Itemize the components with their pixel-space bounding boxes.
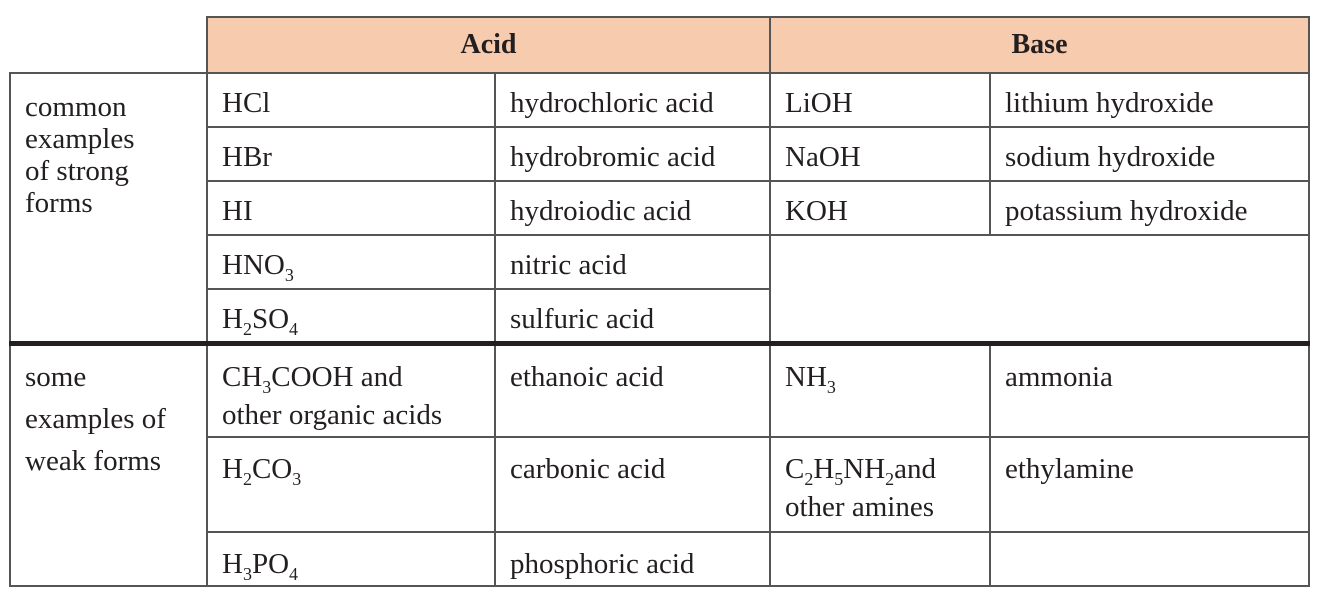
empty-base-formula-cell xyxy=(770,532,990,586)
base-formula: $NH_3$ xyxy=(770,343,990,437)
strong-forms-label xyxy=(10,73,207,343)
base-name: ethylamine xyxy=(990,437,1309,532)
corner-cell xyxy=(10,17,207,73)
strong-label-line: common xyxy=(25,91,127,123)
acid-base-table xyxy=(9,16,1310,587)
base-name: sodium hydroxide xyxy=(990,127,1309,181)
acid-formula: $H_3PO_4$ xyxy=(207,532,495,586)
acid-name: nitric acid xyxy=(495,235,770,289)
empty-base-name-cell xyxy=(990,532,1309,586)
acid-name: phosphoric acid xyxy=(495,532,770,586)
base-formula: LiOH xyxy=(770,73,990,127)
acid-formula: $CH_3COOH$ and other organic acids xyxy=(207,343,495,437)
acid-formula: $H_2CO_3$ xyxy=(207,437,495,532)
strong-label-line: forms xyxy=(25,187,93,219)
acid-name: ethanoic acid xyxy=(495,343,770,437)
base-name: potassium hydroxide xyxy=(990,181,1309,235)
acid-formula: $H_2SO_4$ xyxy=(207,289,495,343)
acid-formula: HCl xyxy=(207,73,495,127)
acid-formula: HI xyxy=(207,181,495,235)
acid-name: carbonic acid xyxy=(495,437,770,532)
base-formula: KOH xyxy=(770,181,990,235)
acid-formula: HBr xyxy=(207,127,495,181)
base-formula: NaOH xyxy=(770,127,990,181)
weak-label-line: weak forms xyxy=(25,444,162,477)
base-name: lithium hydroxide xyxy=(990,73,1309,127)
base-formula: $C_2H_5NH_2and$ other amines xyxy=(770,437,990,532)
base-name: ammonia xyxy=(990,343,1309,437)
base-header: Base xyxy=(770,17,1309,73)
strong-label-line: of strong xyxy=(25,155,129,187)
acid-name: hydrochloric acid xyxy=(495,73,770,127)
acid-name: sulfuric acid xyxy=(495,289,770,343)
weak-label-line: examples of xyxy=(25,402,166,435)
weak-label-line: some xyxy=(25,360,87,393)
acid-formula: $HNO_3$ xyxy=(207,235,495,289)
strong-label-line: examples xyxy=(25,123,135,155)
acid-name: hydroiodic acid xyxy=(495,181,770,235)
weak-forms-label xyxy=(10,343,207,586)
acid-name: hydrobromic acid xyxy=(495,127,770,181)
acid-header: Acid xyxy=(207,17,770,73)
empty-base-cell xyxy=(770,235,1309,343)
